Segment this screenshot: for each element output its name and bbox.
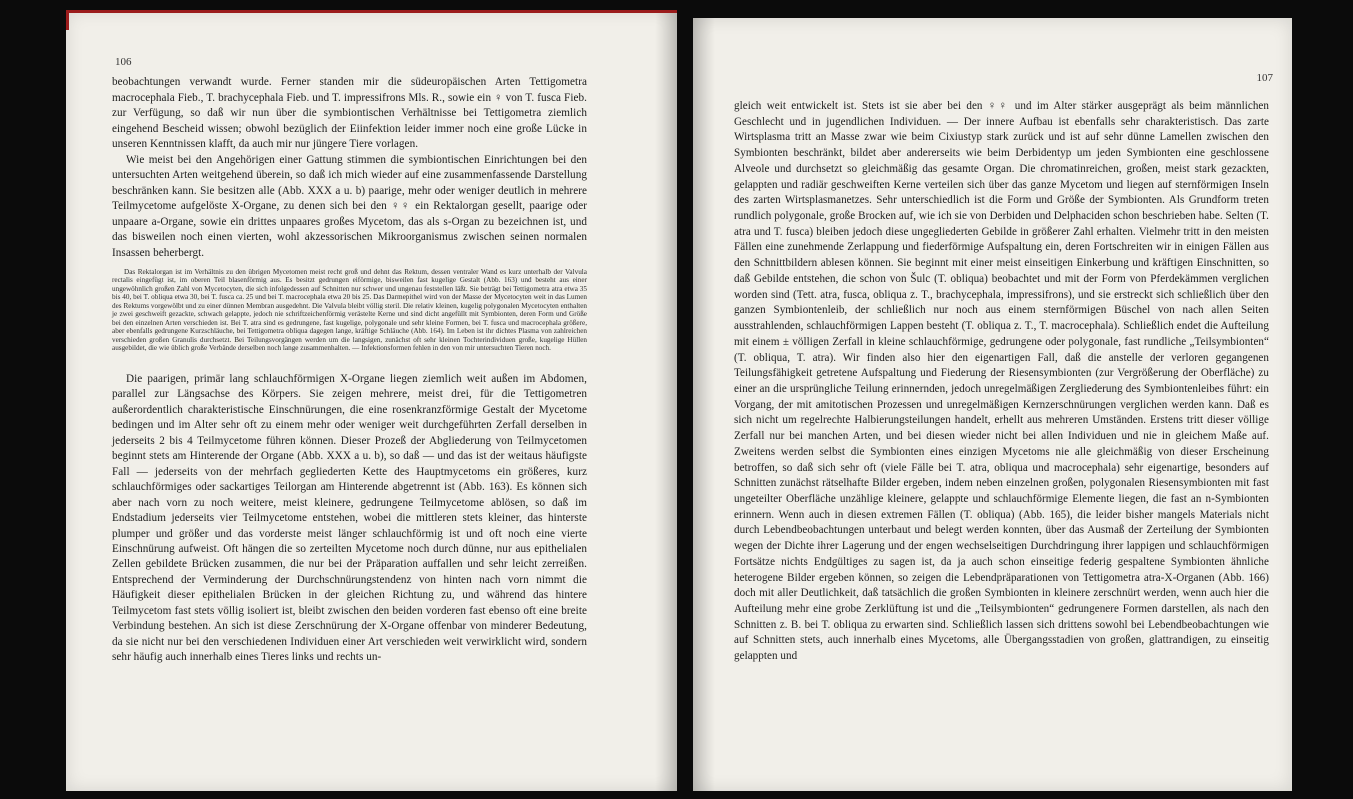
paragraph: Wie meist bei den Angehörigen einer Gattung stimmen die symbiontischen Einrichtungen bei den untersuchten Arten weitgehend überein, so daß ich mich wieder auf eine zusammenfassende Darstellung beschränken kann. Sie besitzen alle (Abb. XXX a u. b) paarige, mehr oder weniger deutlich in mehrere Teilmycetome aufgelöste X-Organe, zu denen sich bei den ♀♀ ein Rektalorgan gesellt, paarige oder unpaare a-Organe, sowie ein drittes unpaares großes Mycetom, das als s-Organ zu bezeichnen ist, und das bisweilen noch einen vierten, wohl akzessorischen Mikroorganismus zwischen seinen normalen Insassen beherbergt. (112, 153, 587, 260)
paragraph: gleich weit entwickelt ist. Stets ist sie aber bei den ♀♀ und im Alter stärker ausgeprägt als beim männlichen Geschlecht und in jugendlichen Individuen. — Der innere Aufbau ist ebenfalls sehr charakteristisch. Das zarte Wirtsplasma tritt an Masse zwar wie beim Cixiustyp stark zurück und ist auf sehr dünne Lamellen zwischen den Symbionten beschränkt, bildet aber andererseits wie beim Derbidentyp um jeden Symbionten eine geschlossene Alveole und durchsetzt so gleichmäßig das gesamte Organ. Die chromatinreichen, großen, meist stark gezackten, gelappten und radiär geschweiften Kerne verteilen sich über das ganze Mycetom und liegen auf sternförmigen Inseln des zarten Wirtsplasmanetzes. Sehr unterschiedlich ist die Form und Größe der Symbionten. Als Grundform treten rundlich polygonale, große Brocken auf, wie ich sie von Derbiden und Delphaciden schon beschrieben habe. Selten (T. atra und T. fusca) bleiben jedoch diese ungegliederten Gebilde in größerer Zahl erhalten. Vielmehr tritt in den meisten Fällen eine zunehmende Zerlappung und fiederförmige Aufspaltung ein, deren Fortschreiten wir in einigen Fällen aus den Schnittbildern ablesen können. Sie beginnt mit einer meist einseitigen Einkerbung und kräftigen Einschnitten, so daß Gebilde entstehen, die schon von Šulc (T. obliqua) beobachtet und mit der Form von Pferdekämmen verglichen worden sind (Tett. atra, fusca, obliqua z. T., brachycephala, impressifrons), und sie erstreckt sich schließlich über den ganzen Symbiontenleib, der schließlich nur noch aus einem sternförmigen Büschel von nach allen Seiten ausstrahlenden, schlauchförmigen Lappen besteht (T. obliqua z. T., T. macrocephala). Schließlich endet die Aufteilung mit einem ± völligen Zerfall in kleine schlauchförmige, gedrungene oder polygonale, fast rundliche „Teilsymbionten“ (T. obliqua, T. atra). Wir finden also hier den eigenartigen Fall, daß die anstelle der verloren gegangenen Teilungsfähigkeit getretene Aufspaltung und Fiederung der Riesensymbionten (zur Vergrößerung der Oberfläche) zu einer an die ursprüngliche Teilung erinnernden, jedoch unregelmäßigen Zergliederung des Symbiontenleibes führt: ein Vorgang, der mit amitotischen Prozessen und unregelmäßigen Kernzerschnürungen verglichen werden kann. Daß es sich nicht um regelrechte Halbierungsteilungen handelt, erhellt aus mehreren Umständen. Erstens tritt dieser völlige Zerfall nur bei manchen Arten, und bei diesen wieder nicht bei allen Individuen und nie in gleichem Maße auf. Zweitens werden selbst die Symbionten eines einzigen Mycetoms nie alle gleichmäßig von dieser Erscheinung betroffen, so daß sich sehr oft (viele Fälle bei T. atra, obliqua und macrocephala) sehr eigenartige, besonders auf Schnitten zunächst rätselhafte Bilder ergeben, indem neben einzelnen großen, polygonalen Riesensymbionten mit fast ungeteilter Oberfläche unzählige kleinere, gelappte und schlauchförmige Elemente liegen, die fast an n-Symbionten erinnern. Wenn auch in diesen extremen Fällen (T. obliqua) (Abb. 165), die leider bisher mangels Materials nicht durch Lebendbeobachtungen unterbaut und belegt werden konnten, über das Ausmaß der Zerteilung der Symbionten wegen der Dichte ihrer Lagerung und der engen wechselseitigen Durchdringung ihrer lappigen und schlauchförmigen Fortsätze nichts Endgültiges zu sagen ist, da ja auch schon einseitige federig gespaltene Symbionten ähnliche heterogene Bilder ergeben können, so zeigen die Lebendpräparationen von Tettigometra atra-X-Organen (Abb. 166) doch mit aller Deutlichkeit, daß tatsächlich die großen Symbionten in kleinere zerschnürt werden, wenn auch hier die Aufteilung mehr eine grobe Zerklüftung ist und die „Teilsymbionten“ gedrungenere Formen darstellen, als nach den Schnitten z. B. bei T. obliqua zu erwarten sind. Schließlich lassen sich drittens sowohl bei Lebendbeobachtungen wie auf Schnitten stets, auch innerhalb eines Mycetoms, alle Übergangsstadien von großen, glattrandigen, zu einseitig gelappten und (734, 100, 1269, 663)
page-edge-mark (66, 10, 677, 13)
page-number: 107 (1256, 72, 1273, 84)
paragraph: beobachtungen verwandt wurde. Ferner standen mir die südeuropäischen Arten Tettigometra macrocephala Fieb., T. brachycephala Fieb. und T. impressifrons Mls. R., sowie ein ♀ von T. fusca Fieb. zur Verfügung, so daß wir nun über die symbiontischen Verhältnisse bei Tettigometra ziemlich eingehend Bescheid wissen; obwohl bezüglich der Eiinfektion leider immer noch eine große Lücke in unseren Kenntnissen klafft, da auch mir nur jüngere Tiere vorlagen. (112, 76, 587, 151)
paragraph: Die paarigen, primär lang schlauchförmigen X-Organe liegen ziemlich weit außen im Abdomen, parallel zur Längsachse des Körpers. Sie zeigen mehrere, meist drei, für die Tettigometren außerordentlich charakteristische Einschnürungen, die eine rosenkranzförmige Gestalt der Mycetome bedingen und im Alter sehr oft zu einem mehr oder weniger weit durchgeführten Zerfall derselben in jederseits 2 bis 4 Teilmycetome führen können. Dieser Prozeß der Abgliederung von Teilmycetomen beginnt stets am Hinterende der Organe (Abb. XXX a u. b), so daß — und das ist der weitaus häufigste Fall — jederseits von der mehrfach gegliederten Kette des Hauptmycetoms ein größeres, kurz schlauchförmiges oder sackartiges Teilorgan am Hinterende abgetrennt ist (Abb. 163). Es können sich aber nach vorn zu noch weitere, meist kleinere, gedrungene Teilmycetome ablösen, so daß im Endstadium jederseits vier Teilmycetome entstehen, wobei die mittleren stets kleiner, das hinterste plumper und größer und das vorderste meist länger schlauchförmig ist und oft noch eine vierte Einschnürung aufweist. Oft hängen die so zerteilten Mycetome noch durch dünne, nur aus epithelialen Zellen gebildete Brücken zusammen, die nur bei der Präparation auffallen und sehr leicht zerreißen. Entsprechend der Verminderung der Durchschnürungstendenz von hinten nach vorn nimmt die Häufigkeit dieser epithelialen Brücken in der gleichen Richtung zu, und während das hintere Teilmycetom fast stets völlig isoliert ist, bleibt zwischen den beiden vorderen fast ebenso oft eine breite Verbindung bestehen. An sich ist diese Zerschnürung der X-Organe offenbar von minderer Bedeutung, da sie nicht nur bei den verschiedenen Individuen einer Art verschieden weit verwirklicht wird, sondern sehr häufig auch innerhalb eines Tieres links und rechts un- (112, 373, 587, 664)
body-text (734, 99, 1269, 789)
paragraph: Das Rektalorgan ist im Verhältnis zu den übrigen Mycetomen meist recht groß und dehnt das Rektum, dessen ventraler Wand es kurz unterhalb der Valvula rectalis eingefügt ist, im oberen Teil blasenförmig aus. Es besitzt gedrungen eiförmige, bisweilen fast kugelige Gestalt (Abb. 163) und besteht aus einer ungewöhnlich großen Zahl von Mycetocyten, die sich infolgedessen auf Schnitten nur schwer und ungenau feststellen läßt. Sie beträgt bei Tettigometra atra etwa 35 bis 40, bei T. obliqua etwa 30, bei T. fusca ca. 25 und bei T. macrocephala etwa 20 bis 25. Das Darmepithel wird von der Masse der Mycetocyten weit in das Lumen des Rektums vorgewölbt und zu einer dünnen Membran ausgedehnt. Die Valvula bleibt völlig steril. Die relativ kleinen, kugelig polygonalen Mycetocyten enthalten je zwei geschweift gezackte, schwach gelappte, jedoch nie schriftzeichenförmig verästelte Kerne und sind dicht angefüllt mit Symbionten, deren Form und Größe bei den einzelnen Arten verschieden ist. Bei T. atra sind es gedrungene, fast kugelige, polygonale und sehr kleine Formen, bei T. fusca und macrocephala größere, aber ebenfalls gedrungene Kurzschläuche, bei Tettigometra obliqua dagegen lange, kräftige Schläuche (Abb. 164). Im Leben ist ihr dichtes Plasma von zahlreichen verschieden großen Granulis durchsetzt. Bei Teilungsvorgängen werden um die langsigen, zunächst oft sehr kleinen Tochterindividuen große, kugelige Hüllen ausgebildet, die wie üblich große Verbände derselben noch lange zusammenhalten. — Infektionsformen fehlen in den von mir untersuchten Tieren noch. (112, 268, 587, 353)
body-text (112, 372, 587, 772)
body-text (112, 75, 587, 265)
small-print-note (112, 268, 587, 368)
right-page (693, 18, 1292, 791)
page-number: 106 (115, 56, 132, 68)
gutter-shadow (655, 10, 677, 791)
page-edge-mark (66, 10, 69, 30)
gutter-shadow (693, 18, 715, 791)
